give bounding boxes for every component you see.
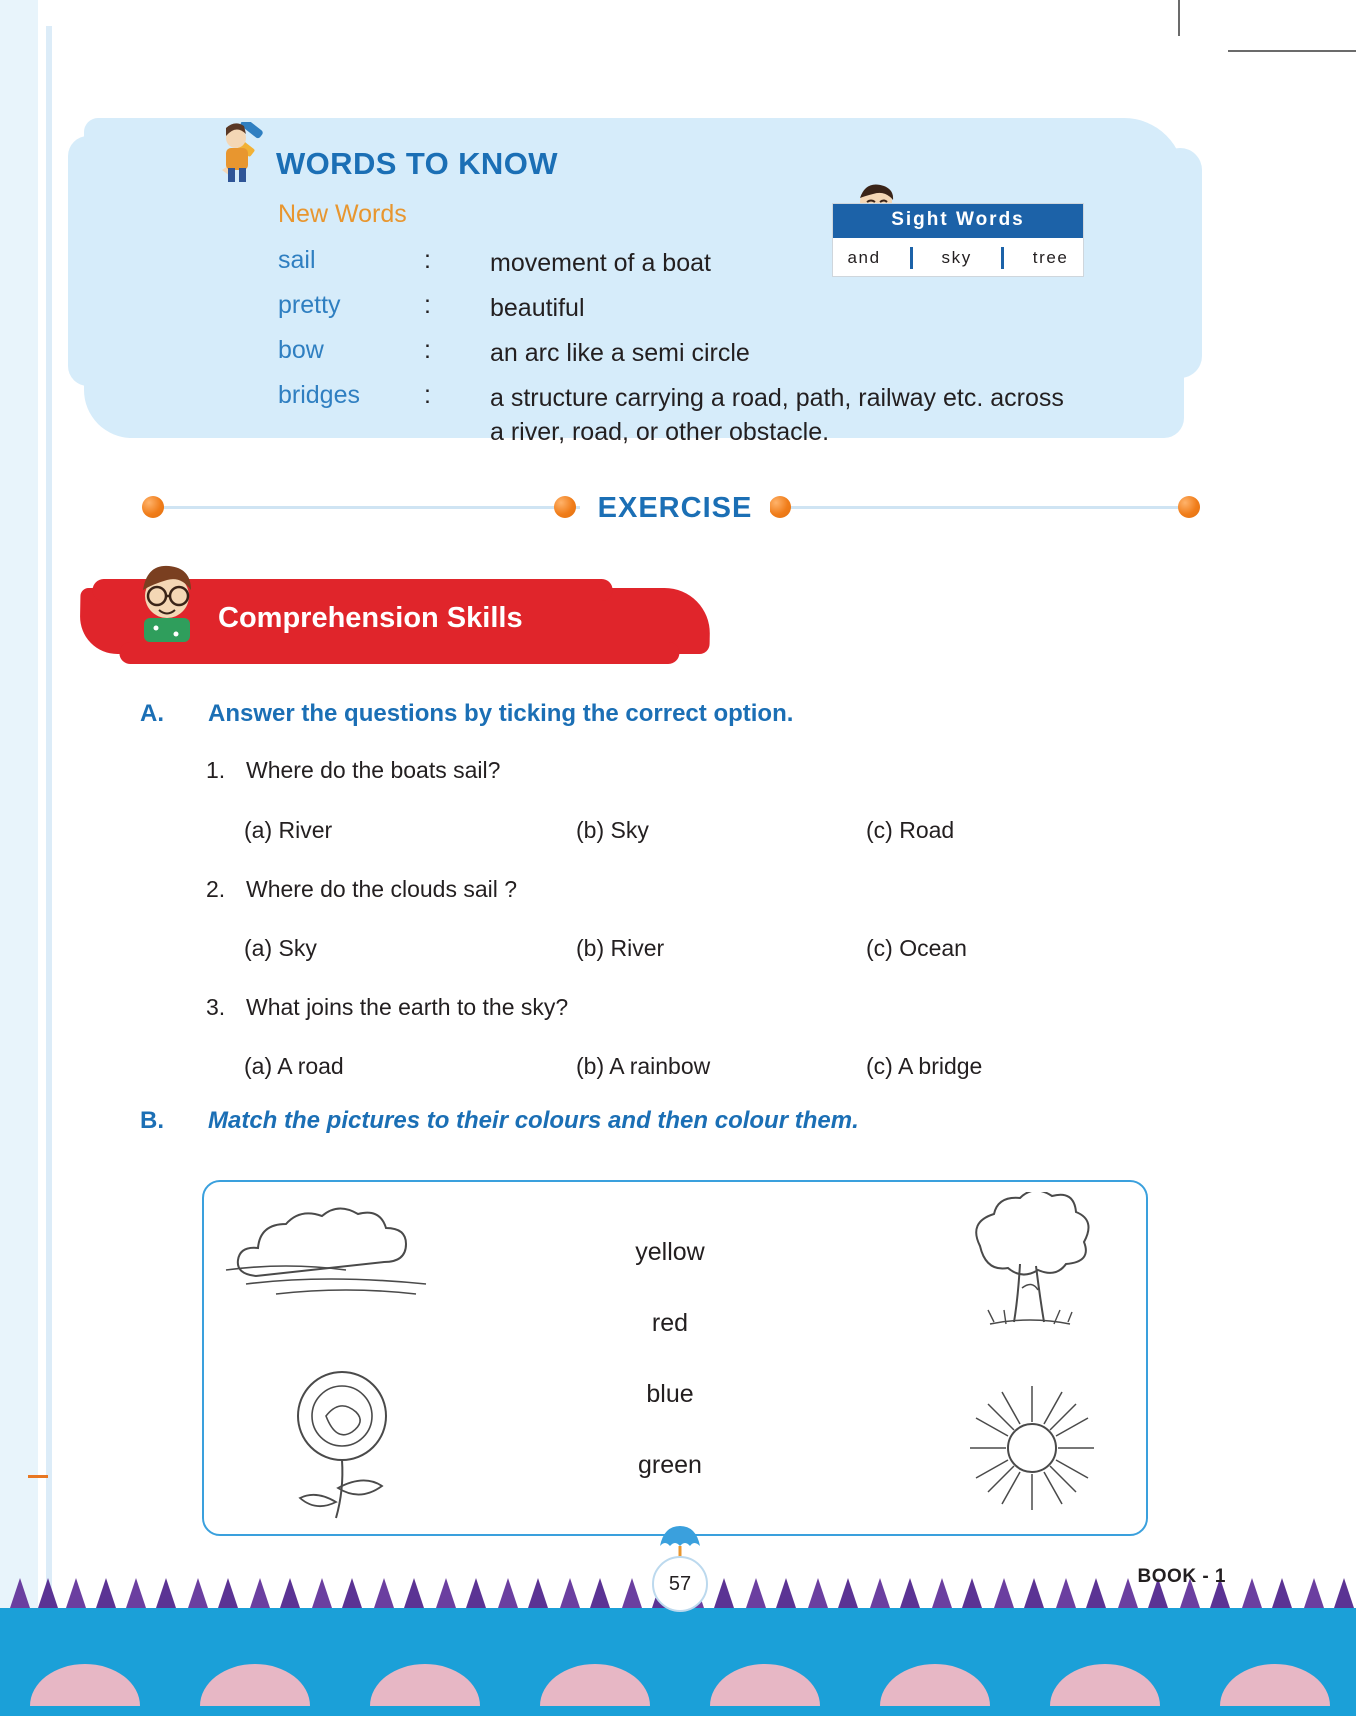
word-term-2: pretty (278, 291, 341, 319)
word-meaning-4-line2: a river, road, or other obstacle. (490, 418, 830, 446)
exercise-divider-dot-2 (554, 496, 576, 518)
words-to-know-title: WORDS TO KNOW (276, 146, 558, 181)
exercise-divider-dot-3 (769, 496, 791, 518)
word-term-4: bridges (278, 381, 360, 409)
footer-water-band (0, 1608, 1356, 1716)
new-words-label: New Words (278, 200, 407, 228)
boy-with-pencil-icon (214, 122, 270, 184)
sight-word-separator-2 (1001, 247, 1004, 269)
question-2-option-c[interactable]: (c) Ocean (866, 935, 967, 961)
crop-mark-top-right-horizontal (1228, 50, 1356, 52)
section-a-letter: A. (140, 700, 164, 727)
sight-word-3: tree (1032, 248, 1069, 267)
rose-outline-picture[interactable] (276, 1370, 416, 1520)
sight-word-2: sky (941, 248, 972, 267)
sight-words-list (833, 240, 1083, 276)
page-left-rule (46, 26, 52, 1646)
exercise-divider-dot-4 (1178, 496, 1200, 518)
colour-word-blue[interactable]: blue (646, 1380, 694, 1408)
boy-with-glasses-icon (128, 556, 206, 642)
word-meaning-2: beautiful (490, 294, 585, 322)
question-1-option-a[interactable]: (a) River (244, 817, 333, 843)
tree-outline-picture[interactable] (950, 1192, 1100, 1342)
colour-word-red[interactable]: red (651, 1309, 689, 1337)
question-1-option-b[interactable]: (b) Sky (576, 817, 649, 843)
question-3-option-b[interactable]: (b) A rainbow (576, 1053, 711, 1079)
word-colon-3: : (424, 336, 431, 364)
question-3-option-a[interactable]: (a) A road (244, 1053, 344, 1079)
word-meaning-3: an arc like a semi circle (490, 339, 750, 367)
section-b-title: Match the pictures to their colours and then colour them. (208, 1107, 859, 1134)
page-number: 57 (652, 1556, 708, 1612)
word-meaning-4-line1: a structure carrying a road, path, railway etc. across (490, 384, 1064, 412)
comprehension-banner-label: Comprehension Skills (218, 602, 523, 634)
book-label: BOOK - 1 (1137, 1566, 1226, 1587)
sight-word-separator-1 (910, 247, 913, 269)
sight-word-1: and (847, 248, 881, 267)
question-2-option-a[interactable]: (a) Sky (244, 935, 317, 961)
crop-mark-top-right-vertical (1178, 0, 1180, 36)
question-3-number: 3. (206, 994, 226, 1020)
sight-words-header-label: Sight Words (891, 209, 1025, 230)
section-a-title: Answer the questions by ticking the correct option. (208, 700, 794, 727)
question-1-option-c[interactable]: (c) Road (866, 817, 955, 843)
page-left-margin-strip (0, 0, 38, 1716)
section-b-letter: B. (140, 1107, 164, 1134)
cloud-outline-picture[interactable] (216, 1196, 486, 1306)
question-3-text: What joins the earth to the sky? (246, 994, 569, 1020)
question-2-option-b[interactable]: (b) River (576, 935, 665, 961)
sun-outline-picture[interactable] (962, 1378, 1102, 1518)
umbrella-icon (658, 1524, 702, 1560)
crop-mark-left-dash (28, 1475, 48, 1478)
exercise-label: EXERCISE (597, 492, 753, 524)
question-2-text: Where do the clouds sail ? (246, 876, 518, 902)
word-colon-4: : (424, 381, 431, 409)
question-3-option-c[interactable]: (c) A bridge (866, 1053, 983, 1079)
word-term-3: bow (278, 336, 324, 364)
colour-word-yellow[interactable]: yellow (635, 1238, 705, 1266)
word-meaning-1: movement of a boat (490, 249, 711, 277)
question-2-number: 2. (206, 876, 226, 902)
colour-word-green[interactable]: green (638, 1451, 702, 1479)
word-colon-1: : (424, 246, 431, 274)
question-1-text: Where do the boats sail? (246, 757, 501, 783)
word-term-1: sail (278, 246, 316, 274)
exercise-divider-dot-1 (142, 496, 164, 518)
word-colon-2: : (424, 291, 431, 319)
question-1-number: 1. (206, 757, 226, 783)
